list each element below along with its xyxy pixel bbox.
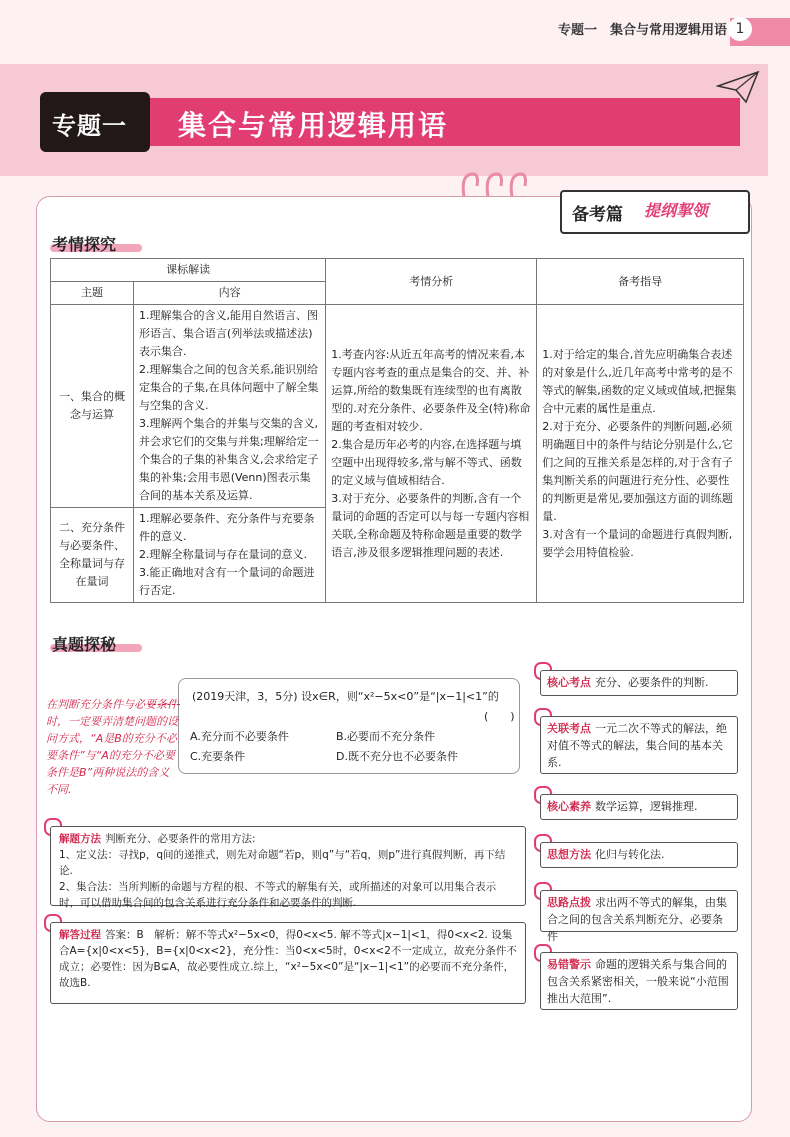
row1-content: 1.理解集合的含义,能用自然语言、图形语言、集合语言(列举法或描述法)表示集合. 2.理解集合之间的包含关系,能识别给定集合的子集,在具体问题中了解全集与空集的含义. 3.理解两个集合的并集与交集的含义,并会求它们的交集与并集;理解给定一个集合的子集的补集含义,会求给定子集的补集;会用韦恩(Venn)图表示集合间的基本关系及运算. <box>134 305 326 508</box>
method-tag: 解题方法 <box>59 833 101 845</box>
header-content: 内容 <box>134 282 326 305</box>
note-text: 求出两不等式的解集，由集合之间的包含关系判断充分、必要条件 <box>547 896 727 943</box>
solution-box <box>50 922 526 1004</box>
header-syllabus: 课标解读 <box>51 259 326 282</box>
note-warning <box>540 952 738 1010</box>
exam-analysis-table <box>50 258 744 603</box>
option-c: C.充要条件 <box>190 750 246 763</box>
question-stem <box>192 688 499 704</box>
paper-plane-icon <box>716 70 760 106</box>
note-text: 数学运算，逻辑推理. <box>595 800 698 813</box>
note-related-point <box>540 716 738 774</box>
note-tag: 易错警示 <box>547 958 591 971</box>
note-hint <box>540 890 738 943</box>
section-title-kaoqing: 考情探究 <box>52 235 117 254</box>
margin-note: 在判断充分条件与必要条件时，一定要弄清楚问题的设问方式，“A是B的充分不必要条件”与“A的充分不必要条件是B”两种说法的含义不同. <box>46 698 178 796</box>
header-analysis: 考情分析 <box>326 259 537 305</box>
note-core-point <box>540 670 738 696</box>
row2-topic: 二、充分条件与必要条件、全称量词与存在量词 <box>51 508 134 603</box>
section-title-zhenti: 真题探秘 <box>52 635 117 654</box>
note-tag: 关联考点 <box>547 722 591 735</box>
badge-main: 备考篇 <box>572 205 623 225</box>
option-a: A.充分而不必要条件 <box>190 730 289 743</box>
chapter-label: 专题一 <box>52 112 127 140</box>
method-text: 判断充分、必要条件的常用方法: 1、定义法：寻找p，q间的递推式，则先对命题“若p，则q”与“若q，则p”进行真假判断，再下结论. 2、集合法：当所判断的命题与方程的根、不等式的解集有关，或所描述的对象可以用集合表示时，可以借助集合间的包含关系进行充分条件和必要条件的判断. <box>59 833 506 909</box>
note-tag: 思想方法 <box>547 848 591 861</box>
note-core-literacy <box>540 794 738 820</box>
analysis-cell: 1.考查内容:从近五年高考的情况来看,本专题内容考查的重点是集合的交、并、补运算,所给的数集既有连续型的也有离散型的.对充分条件、必要条件及全(特)称命题的考查相对较少. 2.集合是历年必考的内容,在选择题与填空题中出现得较多,常与解不等式、函数的定义域与值域相结合. 3.对于充分、必要条件的判断,含有一个量词的命题的否定可以与每一专题内容相关联,全称命题及特称命题是重要的数学语言,涉及很多逻辑推理问题的表述. <box>326 305 537 603</box>
question-text: 设x∈R，则“x²−5x<0”是“|x−1|<1”的 <box>301 690 499 703</box>
header-topic: 主题 <box>51 282 134 305</box>
note-connector <box>148 704 180 705</box>
note-method-thinking <box>540 842 738 868</box>
note-tag: 思路点拨 <box>547 896 591 909</box>
running-title: 专题一 集合与常用逻辑用语 <box>558 23 728 38</box>
note-tag: 核心考点 <box>547 676 591 689</box>
note-tag: 核心素养 <box>547 800 591 813</box>
chapter-title: 集合与常用逻辑用语 <box>178 109 449 142</box>
row2-content: 1.理解必要条件、充分条件与充要条件的意义. 2.理解全称量词与存在量词的意义. 3.能正确地对含有一个量词的命题进行否定. <box>134 508 326 603</box>
note-text: 充分、必要条件的判断. <box>595 676 709 689</box>
guide-cell: 1.对于给定的集合,首先应明确集合表述的对象是什么,近几年高考中常考的是不等式的解集,函数的定义域或值域,把握集合中元素的属性是重点. 2.对于充分、必要条件的判断问题,必须明确题目中的条件与结论分别是什么,它们之间的互推关系是怎样的,对于含有子集判断关系的问题进行充分性、必要性的判断更是常见,要加强这方面的训练题量. 3.对含有一个量词的命题进行真假判断,要学会用特值检验. <box>537 305 744 603</box>
solution-text: 答案：B 解析：解不等式x²−5x<0，得0<x<5. 解不等式|x−1|<1，得0<x<2. 设集合A={x|0<x<5}，B={x|0<x<2}，充分性：当0<x<5时，0<x<2不一定成立，故充分条件不成立；必要性：因为B⊊A，故必要性成立.综上，“x²−5x<0”是“|x−1|<1”的必要而不充分条件，故选B. <box>59 929 517 989</box>
note-text: 化归与转化法. <box>595 848 665 861</box>
note-text: 一元二次不等式的解法，绝对值不等式的解法，集合间的基本关系. <box>547 722 727 769</box>
method-box <box>50 826 526 909</box>
question-source: (2019天津，3，5分) <box>192 690 298 703</box>
row1-topic: 一、集合的概念与运算 <box>51 305 134 508</box>
solution-tag: 解答过程 <box>59 929 101 941</box>
badge-sub: 提纲挈领 <box>644 201 709 220</box>
note-text: 命题的逻辑关系与集合间的包含关系紧密相关，一般来说“小范围推出大范围”. <box>547 958 729 1005</box>
header-guide: 备考指导 <box>537 259 744 305</box>
option-b: B.必要而不充分条件 <box>336 730 436 743</box>
option-d: D.既不充分也不必要条件 <box>336 750 458 763</box>
page-number: 1 <box>728 17 752 41</box>
answer-parens: ( ) <box>484 710 515 723</box>
